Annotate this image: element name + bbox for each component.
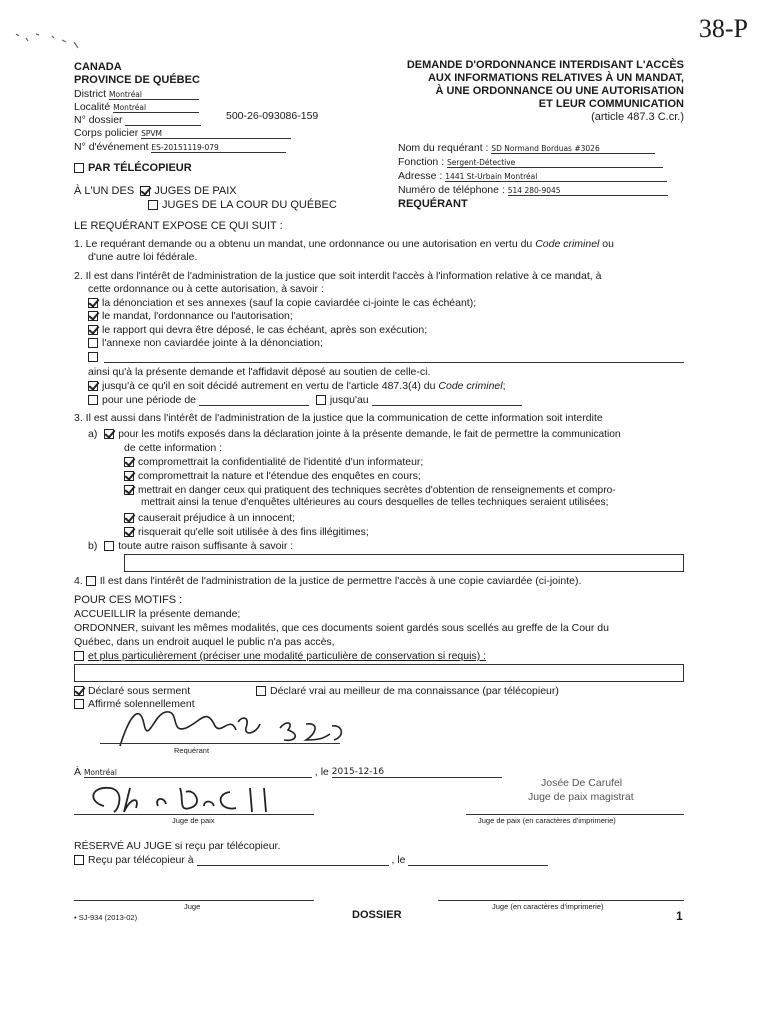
p3a-opt5-label: risquerait qu'elle soit utilisée à des fins illégitimes;	[138, 526, 369, 538]
requerant-tel-row	[398, 184, 668, 196]
recu-row	[74, 854, 548, 866]
p2-jusqua-checkbox[interactable]	[88, 381, 98, 391]
page-reference: 38-P	[698, 14, 748, 43]
country: CANADA	[74, 61, 122, 73]
corps-label: Corps policier	[74, 127, 139, 139]
corps-field[interactable]	[141, 129, 291, 139]
plus-part-checkbox[interactable]	[74, 651, 84, 661]
p2-opt1-label: la dénonciation et ses annexes (sauf la copie caviardée ci-jointe le cas échéant);	[102, 297, 477, 309]
para-2-jusqua	[88, 380, 506, 392]
juges-cour-checkbox[interactable]	[148, 200, 158, 210]
juge-paix-print-line[interactable]	[466, 814, 684, 815]
title-line-3: À UNE ORDONNANCE OU UNE AUTORISATION	[435, 85, 684, 97]
juge-paix-signature-line[interactable]	[74, 814, 314, 815]
district-value: Montréal	[109, 90, 142, 99]
p2-jusquau-label: jusqu'au	[329, 394, 369, 406]
adresse-field[interactable]	[445, 172, 667, 182]
dossier-blank[interactable]	[125, 125, 201, 126]
juges-paix-label: JUGES DE PAIX	[154, 185, 237, 197]
localite-value: Montréal	[113, 103, 147, 112]
recu-checkbox[interactable]	[74, 855, 84, 865]
p3a-text: pour les motifs exposés dans la déclaration jointe à la présente demande, le fait de permettre la communication	[118, 429, 621, 440]
title-article: (article 487.3 C.cr.)	[591, 111, 684, 123]
juges-cour-row	[148, 199, 337, 211]
evenement-label: N° d'événement	[74, 141, 149, 153]
fonction-value: Sergent-Détective	[447, 158, 516, 167]
p3a-option-5	[124, 526, 369, 538]
p2-jusqua-label: jusqu'à ce qu'il en soit décidé autrement en vertu de l'article 487.3(4) du	[102, 380, 436, 392]
juge-print-line[interactable]	[438, 900, 684, 901]
a-value: Montréal	[83, 768, 117, 777]
le-value: 2015-12-16	[331, 767, 385, 777]
juges-paix-checkbox[interactable]	[140, 186, 150, 196]
p3a-opt1-label: compromettrait la confidentialité de l'identité d'un informateur;	[138, 456, 424, 468]
fonction-field[interactable]	[447, 158, 663, 168]
a-lun-des: À L'UN DES	[74, 185, 135, 197]
reserve-title: RÉSERVÉ AU JUGE si reçu par télécopieur.	[74, 840, 281, 852]
p2-periode-label: pour une période de	[102, 394, 196, 406]
para-3b	[88, 540, 293, 552]
juges-paix-row	[74, 185, 237, 197]
p2-opt1-checkbox[interactable]	[88, 298, 98, 308]
telecopieur-row	[74, 162, 192, 174]
page-number: 1	[676, 909, 683, 923]
para-2-option-5-line[interactable]	[104, 362, 684, 363]
p2-opt5-checkbox[interactable]	[88, 352, 98, 362]
para-2-line-2: cette ordonnance ou à cette autorisation, à savoir :	[88, 283, 324, 295]
requerant-signature	[110, 694, 350, 754]
localite-field[interactable]	[113, 103, 199, 113]
p3a-opt4-label: causerait préjudice à un innocent;	[138, 512, 296, 524]
para-1-ou: ou	[599, 238, 614, 250]
juge-signature	[84, 778, 304, 818]
p3a-option-3b: mettrait ainsi la tenue d'enquêtes ultérieures au cours desquelles de telles techniques seraient utilisées;	[141, 497, 609, 508]
para-2-option-1	[88, 297, 476, 309]
para-2-line-1: 2. Il est dans l'intérêt de l'administration de la justice que soit interdit l'accès à l'information relative à ce mandat, à	[74, 270, 602, 282]
para-1-line-1	[74, 238, 614, 250]
requerant-nom-row	[398, 142, 655, 154]
nom-field[interactable]	[491, 144, 655, 154]
district-label: District	[74, 88, 107, 100]
requerant-signature-line[interactable]	[100, 743, 340, 744]
p3a-opt5-checkbox[interactable]	[124, 527, 134, 537]
affirme-checkbox[interactable]	[74, 699, 84, 709]
juge-label: Juge	[184, 902, 201, 911]
telecopieur-checkbox[interactable]	[74, 163, 84, 173]
dossier-value: 500-26-093086-159	[226, 110, 319, 122]
requerant-fonction-row	[398, 156, 663, 168]
para-2-periode	[88, 394, 522, 406]
p3a-opt3-checkbox[interactable]	[124, 485, 134, 495]
p3a-opt3a-label: mettrait en danger ceux qui pratiquent des techniques secrètes d'obtention de renseignements et compro-	[138, 485, 616, 496]
nom-label: Nom du requérant :	[398, 142, 489, 154]
para-3-line-1: 3. Il est aussi dans l'intérêt de l'administration de la justice que la communication de cette information soit interdite	[74, 412, 603, 424]
p3a-opt1-checkbox[interactable]	[124, 457, 134, 467]
para-2-option-5	[88, 351, 102, 363]
p2-opt4-label: l'annexe non caviardée jointe à la dénonciation;	[102, 337, 323, 349]
p2-opt3-checkbox[interactable]	[88, 325, 98, 335]
recu-par-label: Reçu par télécopieur à	[88, 854, 194, 866]
telecopieur-label: PAR TÉLÉCOPIEUR	[88, 162, 192, 174]
requerant-sig-label: Requérant	[174, 746, 210, 755]
evenement-row	[74, 141, 286, 153]
p4-text: Il est dans l'intérêt de l'administration de la justice de permettre l'accès à une copie caviardée (ci-jointe).	[99, 575, 582, 587]
a-label: À	[74, 766, 82, 778]
district-row	[74, 88, 199, 100]
p3a-option-2	[124, 470, 421, 482]
para-2-option-2	[88, 310, 293, 322]
adresse-value: 1441 St-Urbain Montréal	[445, 172, 538, 181]
para-4	[74, 575, 581, 587]
p3b-checkbox[interactable]	[104, 541, 114, 551]
le-label: , le	[314, 766, 329, 778]
evenement-value: ES-20151119-079	[151, 143, 219, 152]
motifs-title: POUR CES MOTIFS :	[74, 594, 183, 606]
plus-part-text-box[interactable]	[74, 664, 684, 682]
p3b-text-box[interactable]	[124, 554, 684, 572]
juge-signature-line[interactable]	[74, 900, 314, 901]
juge-paix-label: Juge de paix	[172, 816, 215, 825]
p2-opt2-label: le mandat, l'ordonnance ou l'autorisation;	[102, 310, 293, 322]
para-3a-line-2: de cette information :	[124, 442, 223, 454]
jusquau-field[interactable]	[372, 405, 522, 406]
periode-field[interactable]	[199, 405, 309, 406]
dossier-row	[74, 114, 201, 126]
p3a-option-4	[124, 512, 295, 524]
province: PROVINCE DE QUÉBEC	[74, 74, 200, 86]
p2-jusquau-checkbox[interactable]	[316, 395, 326, 405]
fonction-label: Fonction :	[398, 156, 445, 168]
title-line-1: DEMANDE D'ORDONNANCE INTERDISANT L'ACCÈS	[406, 59, 684, 71]
juge-signature-drawing	[84, 778, 304, 818]
tel-field[interactable]	[508, 186, 668, 196]
p3a-checkbox[interactable]	[104, 429, 114, 439]
title-line-2: AUX INFORMATIONS RELATIVES À UN MANDAT,	[427, 72, 684, 84]
corps-value: SPVM	[141, 129, 163, 138]
a-field[interactable]	[84, 768, 312, 778]
para-2-option-3	[88, 324, 427, 336]
p2-opt3-label: le rapport qui devra être déposé, le cas échéant, après son exécution;	[102, 324, 428, 336]
p3a-opt2-checkbox[interactable]	[124, 471, 134, 481]
p4-num: 4.	[74, 575, 83, 587]
tel-label: Numéro de téléphone :	[398, 184, 505, 196]
juge-stamp-title: Juge de paix magistrat	[528, 791, 634, 803]
form-code: • SJ-934 (2013-02)	[74, 913, 138, 922]
district-field[interactable]	[109, 90, 199, 100]
affirme-label: Affirmé solennellement	[88, 698, 195, 710]
para-1-text: 1. Le requérant demande ou a obtenu un mandat, une ordonnance ou une autorisation en vertu du	[74, 238, 533, 250]
juges-cour-label: JUGES DE LA COUR DU QUÉBEC	[162, 199, 337, 211]
recu-a-field[interactable]	[197, 865, 389, 866]
declare-serment-label: Déclaré sous serment	[88, 685, 191, 697]
title-line-4: ET LEUR COMMUNICATION	[538, 98, 684, 110]
p3a-option-3	[124, 484, 616, 496]
para-2-ainsi: ainsi qu'à la présente demande et l'affidavit déposé au soutien de celle-ci.	[88, 366, 431, 378]
para-1-code: Code criminel	[535, 238, 600, 250]
p2-code: Code criminel	[438, 380, 503, 392]
scan-marks	[14, 28, 94, 48]
p3b-label: b)	[88, 540, 98, 552]
p2-opt2-checkbox[interactable]	[88, 311, 98, 321]
accueillir: ACCUEILLIR la présente demande;	[74, 608, 241, 620]
requerant-signature-drawing	[110, 694, 350, 754]
plus-particulierement	[74, 650, 486, 662]
requerant-title: REQUÉRANT	[398, 198, 468, 210]
juge-paix-caract-label: Juge de paix (en caractères d'imprimerie)	[478, 816, 616, 825]
evenement-field[interactable]	[151, 143, 286, 153]
para-2-option-4	[88, 337, 323, 349]
plus-part-label: et plus particulièrement (préciser une modalité particulière de conservation si requis) :	[88, 650, 487, 662]
p3b-text: toute autre raison suffisante à savoir :	[118, 540, 294, 552]
adresse-label: Adresse :	[398, 170, 443, 182]
p3a-label: a)	[88, 428, 98, 440]
juge-stamp-name: Josée De Carufel	[541, 777, 623, 789]
nom-value: SD Normand Borduas #3026	[491, 144, 600, 153]
declare-vrai-label: Déclaré vrai au meilleur de ma connaissance (par télécopieur)	[270, 685, 559, 697]
recu-le-field[interactable]	[408, 865, 548, 866]
dossier-footer: DOSSIER	[352, 909, 402, 921]
ordonner-line-1: ORDONNER, suivant les mêmes modalités, que ces documents soient gardés sous scellés au greffe de la Cour du	[74, 622, 609, 634]
localite-label: Localité	[74, 101, 111, 113]
localite-row	[74, 101, 199, 113]
recu-le-label: , le	[391, 854, 406, 866]
tel-value: 514 280-9045	[507, 186, 561, 195]
ordonner-line-2: Québec, dans un endroit auquel le public n'a pas accès,	[74, 636, 335, 648]
expose-title: LE REQUÉRANT EXPOSE CE QUI SUIT :	[74, 220, 283, 232]
p3a-option-1	[124, 456, 423, 468]
p4-checkbox[interactable]	[86, 576, 96, 586]
juge-caract-label: Juge (en caractères d'imprimerie)	[492, 902, 604, 911]
p2-periode-checkbox[interactable]	[88, 395, 98, 405]
para-3a-line-1	[88, 428, 621, 440]
p2-jusqua-end: ;	[502, 380, 506, 392]
a-row	[74, 766, 502, 778]
declare-serment-checkbox[interactable]	[74, 686, 84, 696]
le-field[interactable]	[332, 767, 502, 778]
p3a-opt4-checkbox[interactable]	[124, 513, 134, 523]
p3a-opt2-label: compromettrait la nature et l'étendue des enquêtes en cours;	[138, 470, 421, 482]
corps-row	[74, 127, 291, 139]
para-1-line-2: d'une autre loi fédérale.	[88, 251, 198, 263]
form-title	[407, 59, 684, 124]
p2-opt4-checkbox[interactable]	[88, 338, 98, 348]
requerant-adresse-row	[398, 170, 667, 182]
dossier-label: N° dossier	[74, 114, 123, 126]
